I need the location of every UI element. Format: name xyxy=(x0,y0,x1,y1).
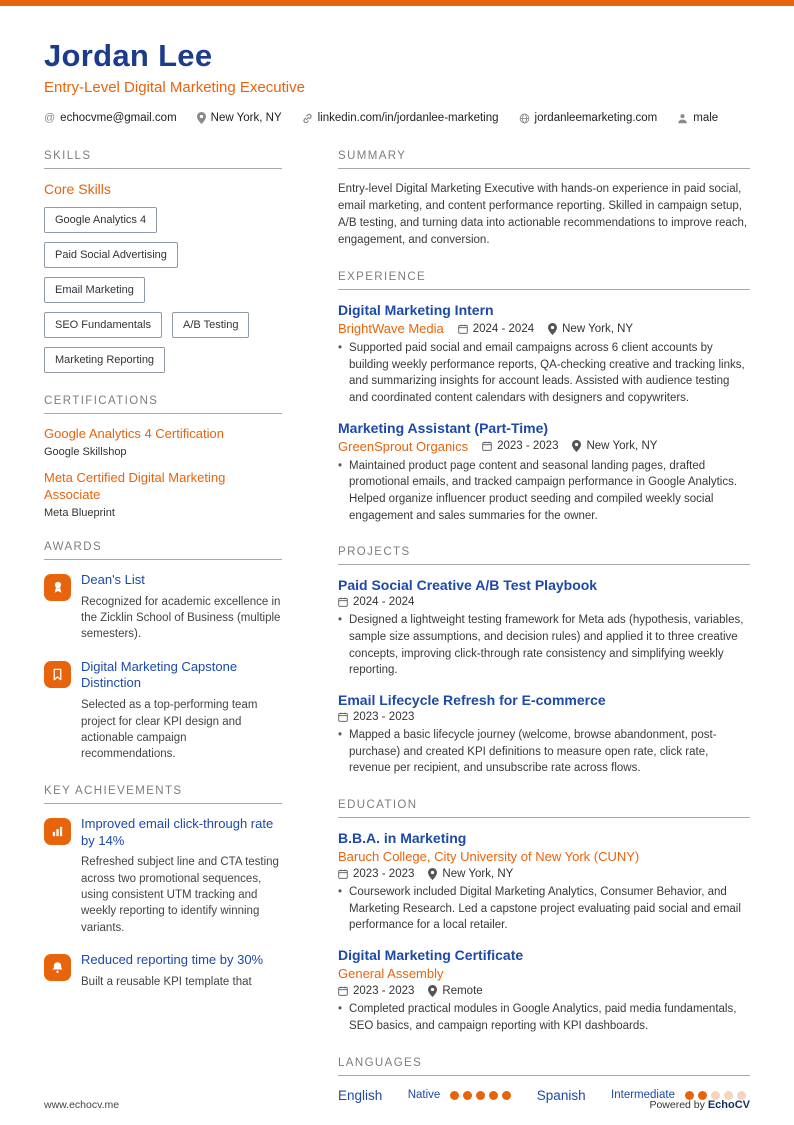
languages-header: LANGUAGES xyxy=(338,1057,750,1076)
project-dates-text: 2023 - 2023 xyxy=(353,711,415,724)
job-title: Marketing Assistant (Part-Time) xyxy=(338,419,549,436)
achievement-description: Refreshed subject line and CTA testing across two promotional sequences, using consistent UTM tracking and weekly reporting to identify winning variants. xyxy=(81,856,279,934)
contact-gender-text: male xyxy=(693,112,719,124)
contact-website xyxy=(519,112,658,124)
summary-section xyxy=(338,150,750,249)
project-dates xyxy=(338,711,414,723)
certification-title: Meta Certified Digital Marketing Associate xyxy=(44,469,226,502)
bullet-text: Designed a lightweight testing framework for Meta ads (hypothesis, variables, sample size assumptions, and decision rules) and applied it to three creative concepts, improving click-through rate consistency and simplifying weekly reporting. xyxy=(349,614,744,677)
contact-linkedin xyxy=(302,112,499,124)
footer-brand: EchoCV xyxy=(707,1099,750,1111)
skill-chip: Marketing Reporting xyxy=(44,347,165,373)
language-level: Native xyxy=(407,1089,441,1101)
school-name: Baruch College, City University of New York (CUNY) xyxy=(338,849,640,865)
certifications-section xyxy=(44,395,282,519)
pin-icon xyxy=(197,112,206,124)
calendar-icon xyxy=(458,324,468,334)
achievement-title: Improved email click-through rate by 14% xyxy=(81,815,274,848)
projects-section xyxy=(338,546,750,777)
achievement-item xyxy=(44,952,282,990)
school-name: General Assembly xyxy=(338,966,444,982)
skill-chip: A/B Testing xyxy=(172,312,249,338)
education-location xyxy=(428,985,482,997)
contact-linkedin-text: linkedin.com/in/jordanlee-marketing xyxy=(317,112,499,124)
achievement-item xyxy=(44,816,282,936)
skills-header: SKILLS xyxy=(44,150,282,169)
calendar-icon xyxy=(482,441,492,451)
certifications-header: CERTIFICATIONS xyxy=(44,395,282,414)
skills-section xyxy=(44,150,282,373)
award-title: Dean's List xyxy=(81,571,145,587)
awards-section xyxy=(44,541,282,763)
person-icon xyxy=(677,113,688,124)
bell-icon xyxy=(44,954,71,981)
pin-icon xyxy=(572,440,581,452)
education-dates xyxy=(338,985,414,997)
bullet-item: • Coursework included Digital Marketing Analytics, Consumer Behavior, and Marketing Research. Led a capstone project evaluating paid social and email performance for a local retailer. xyxy=(338,884,750,934)
pin-icon xyxy=(428,868,437,880)
award-description: Recognized for academic excellence in the Zicklin School of Business (multiple semesters). xyxy=(81,595,281,641)
certification-issuer: Meta Blueprint xyxy=(44,506,115,519)
project-title: Paid Social Creative A/B Test Playbook xyxy=(338,577,598,594)
footer-powered-prefix: Powered by xyxy=(649,1099,705,1111)
job-dates xyxy=(482,440,558,452)
key-achievements-header: KEY ACHIEVEMENTS xyxy=(44,785,282,804)
job-title: Digital Marketing Intern xyxy=(338,302,494,319)
job-location-text: New York, NY xyxy=(562,322,634,335)
candidate-name: Jordan Lee xyxy=(44,38,213,73)
degree-title: B.B.A. in Marketing xyxy=(338,830,467,847)
award-item xyxy=(44,659,282,763)
calendar-icon xyxy=(338,986,348,996)
experience-header: EXPERIENCE xyxy=(338,271,750,290)
language-level: Intermediate xyxy=(611,1089,675,1101)
education-location-text: Remote xyxy=(442,985,483,998)
project-entry xyxy=(338,577,750,679)
contact-email-text: echocvme@gmail.com xyxy=(60,112,177,124)
experience-entry xyxy=(338,302,750,407)
right-column xyxy=(338,150,750,1125)
company-name: BrightWave Media xyxy=(338,321,444,337)
contact-gender xyxy=(677,112,718,124)
education-entry xyxy=(338,947,750,1034)
summary-header: SUMMARY xyxy=(338,150,750,169)
pin-icon xyxy=(428,985,437,997)
resume-header xyxy=(44,38,750,124)
language-name: Spanish xyxy=(536,1087,586,1103)
job-location-text: New York, NY xyxy=(586,440,658,453)
job-dates-text: 2024 - 2024 xyxy=(472,322,535,335)
skills-group-title: Core Skills xyxy=(44,181,111,197)
education-dates xyxy=(338,868,414,880)
key-achievements-section xyxy=(44,785,282,991)
education-dates-text: 2023 - 2023 xyxy=(353,868,415,881)
education-section xyxy=(338,799,750,1034)
candidate-title: Entry-Level Digital Marketing Executive xyxy=(44,79,305,96)
calendar-icon xyxy=(338,597,348,607)
experience-section xyxy=(338,271,750,524)
certification-item xyxy=(44,470,282,519)
award-description: Selected as a top-performing team project for clear KPI design and actionable campaign recommendations. xyxy=(81,699,258,761)
project-dates xyxy=(338,596,414,608)
contact-location xyxy=(197,112,282,124)
contact-location-text: New York, NY xyxy=(210,112,282,124)
globe-icon xyxy=(519,113,530,124)
contact-email xyxy=(44,112,177,124)
calendar-icon xyxy=(338,712,348,722)
job-location xyxy=(572,440,657,452)
contact-website-text: jordanleemarketing.com xyxy=(534,112,658,124)
education-entry xyxy=(338,830,750,934)
bullet-item: • Supported paid social and email campaigns across 6 client accounts by building weekly performance reports, QA-checking creative and tracking links, and summarizing insights for account leads. Assisted with audience testing and coordinated content calendars with designers and copywriters. xyxy=(338,340,750,407)
page-footer xyxy=(44,1099,750,1111)
language-name: English xyxy=(338,1087,383,1103)
bullet-text: Coursework included Digital Marketing Analytics, Consumer Behavior, and Marketing Research. Led a capstone project evaluating paid social and email performance for a local retailer. xyxy=(349,886,741,932)
achievement-title: Reduced reporting time by 30% xyxy=(81,952,264,968)
pin-icon xyxy=(548,323,557,335)
resume-page xyxy=(0,6,794,1125)
education-dates-text: 2023 - 2023 xyxy=(353,985,415,998)
company-name: GreenSprout Organics xyxy=(338,438,469,454)
skill-chip: SEO Fundamentals xyxy=(44,312,162,338)
footer-site-url: www.echocv.me xyxy=(44,1099,120,1111)
achievement-description: Built a reusable KPI template that xyxy=(81,975,252,988)
project-title: Email Lifecycle Refresh for E-commerce xyxy=(338,692,606,709)
certification-item xyxy=(44,426,282,458)
at-icon: @ xyxy=(44,112,56,124)
award-title: Digital Marketing Capstone Distinction xyxy=(81,658,238,691)
bullet-item: • Completed practical modules in Google Analytics, paid media fundamentals, SEO basics, and campaign reporting with KPI dashboards. xyxy=(338,1001,750,1034)
job-location xyxy=(548,323,633,335)
left-column xyxy=(44,150,282,1125)
contact-row xyxy=(44,112,750,124)
award-item xyxy=(44,572,282,643)
job-dates xyxy=(458,323,534,335)
skill-chip: Email Marketing xyxy=(44,277,145,303)
project-entry xyxy=(338,692,750,777)
education-location xyxy=(428,868,513,880)
bullet-text: Maintained product page content and seasonal landing pages, drafted promotional emails, and tracked campaign performance in Google Analytics. Helped organize influencer product seeding and compiled weekly social engagement and sales summaries for the owner. xyxy=(349,459,738,522)
bullet-text: Mapped a basic lifecycle journey (welcome, browse abandonment, post-purchase) and created KPI definitions to measure open rate, click rate, revenue per recipient, and unsubscribe rate across flows. xyxy=(349,729,717,775)
languages-section xyxy=(338,1057,750,1103)
link-icon xyxy=(302,113,313,124)
medal-icon xyxy=(44,574,71,601)
bar-chart-icon xyxy=(44,818,71,845)
bullet-text: Completed practical modules in Google Analytics, paid media fundamentals, SEO basics, and campaign reporting with KPI dashboards. xyxy=(349,1003,737,1032)
skill-chip: Paid Social Advertising xyxy=(44,242,178,268)
bookmark-icon xyxy=(44,661,71,688)
bullet-item: • Designed a lightweight testing framework for Meta ads (hypothesis, variables, sample size assumptions, and decision rules) and applied it to three creative concepts, improving click-through rate consistency and simplifying weekly reporting. xyxy=(338,612,750,679)
bullet-text: Supported paid social and email campaigns across 6 client accounts by building weekly performance reports, QA-checking creative and tracking links, and summarizing insights for account leads. Assisted with audience testing and coordinated content calendars with designers and copywriters. xyxy=(349,342,745,405)
bullet-item: • Maintained product page content and seasonal landing pages, drafted promotional emails, and tracked campaign performance in Google Analytics. Helped organize influencer product seeding and compiled weekly social engagement and sales summaries for the owner. xyxy=(338,458,750,525)
education-header: EDUCATION xyxy=(338,799,750,818)
footer-powered xyxy=(649,1099,750,1111)
projects-header: PROJECTS xyxy=(338,546,750,565)
education-location-text: New York, NY xyxy=(442,868,514,881)
bullet-item: • Mapped a basic lifecycle journey (welcome, browse abandonment, post-purchase) and created KPI definitions to measure open rate, click rate, revenue per recipient, and unsubscribe rate across flows. xyxy=(338,727,750,777)
certification-title: Google Analytics 4 Certification xyxy=(44,426,224,441)
skill-chip: Google Analytics 4 xyxy=(44,207,157,233)
certification-issuer: Google Skillshop xyxy=(44,445,127,458)
degree-title: Digital Marketing Certificate xyxy=(338,947,524,964)
awards-header: AWARDS xyxy=(44,541,282,560)
job-dates-text: 2023 - 2023 xyxy=(497,440,559,453)
summary-text: Entry-level Digital Marketing Executive with hands-on experience in paid social, email marketing, and content performance reporting. Skilled in campaign setup, A/B testing, and turning data into actionable recommendations to improve reach, engagement, and conversion. xyxy=(338,183,748,247)
calendar-icon xyxy=(338,869,348,879)
project-dates-text: 2024 - 2024 xyxy=(353,596,415,609)
experience-entry xyxy=(338,420,750,525)
